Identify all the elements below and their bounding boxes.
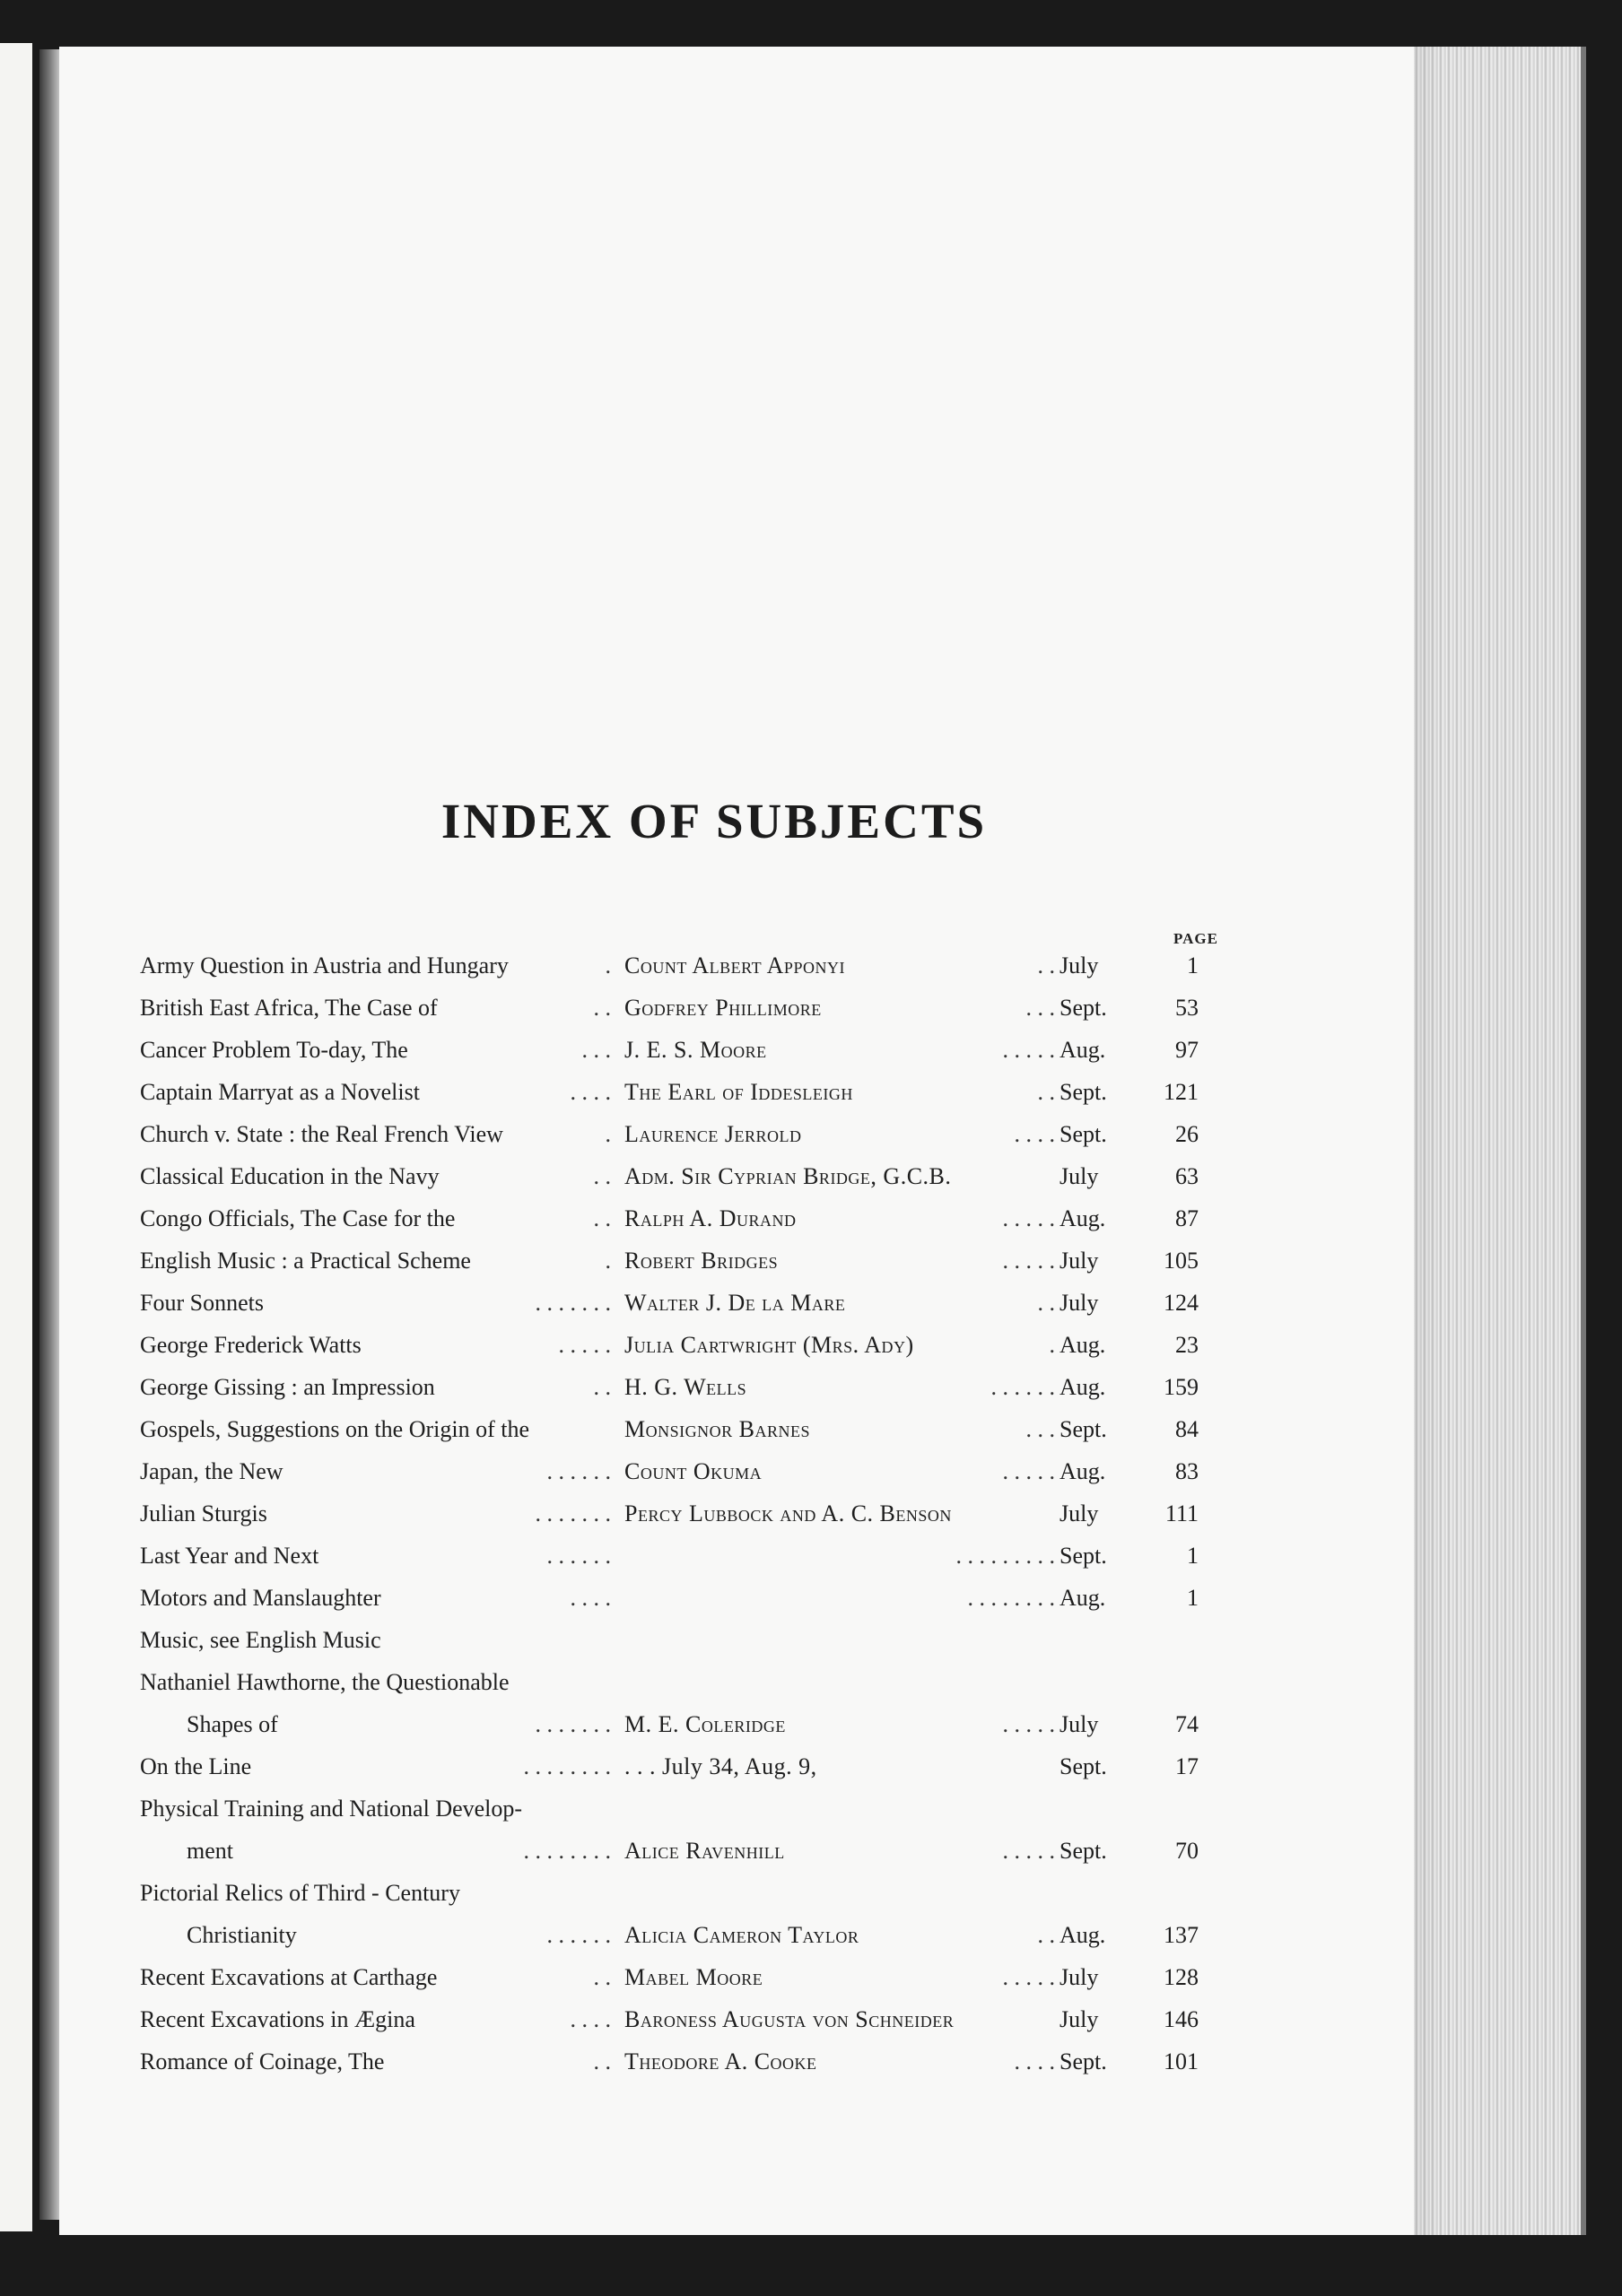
page-title: INDEX OF SUBJECTS <box>440 794 988 848</box>
entry-page-number: 70 <box>1175 1838 1199 1864</box>
entry-month: Sept. <box>1060 1543 1107 1569</box>
entry-author: Julia Cartwright (Mrs. Ady) <box>624 1332 914 1358</box>
entry-month: Aug. <box>1060 1374 1106 1400</box>
entry-page-number: 146 <box>1164 2006 1199 2032</box>
entry-page-number: 63 <box>1175 1163 1199 1189</box>
entry-subject: Japan, the New <box>140 1458 283 1484</box>
entry-month: July <box>1060 1290 1099 1316</box>
entry-month: Sept. <box>1060 995 1107 1021</box>
index-entry <box>59 1585 1324 1624</box>
entry-month: Sept. <box>1060 2048 1107 2074</box>
index-page <box>59 47 1414 2235</box>
author-leader-dots: . . . <box>1025 1416 1055 1442</box>
entry-author: Alice Ravenhill <box>624 1838 785 1864</box>
author-leader-dots: . <box>1049 1332 1055 1358</box>
index-entry <box>59 1037 1324 1076</box>
entry-author: Robert Bridges <box>624 1248 779 1274</box>
entry-month: July <box>1060 1163 1099 1189</box>
subject-leader-dots: . . <box>593 995 611 1021</box>
author-leader-dots: . . . . . . <box>990 1374 1055 1400</box>
entry-subject: Cancer Problem To-day, The <box>140 1037 408 1063</box>
entry-subject: Christianity <box>187 1922 297 1948</box>
entry-page-number: 23 <box>1175 1332 1199 1358</box>
index-entry <box>59 1627 1324 1666</box>
entry-month: Aug. <box>1060 1037 1106 1063</box>
page-column-header: PAGE <box>1173 930 1218 947</box>
index-entry <box>59 1248 1324 1287</box>
entry-page-number: 1 <box>1187 1585 1199 1611</box>
entry-month: Sept. <box>1060 1416 1107 1442</box>
author-leader-dots: . . . <box>1025 995 1055 1021</box>
author-leader-dots: . . <box>1037 1290 1055 1316</box>
subject-leader-dots: . . . . <box>570 1079 611 1105</box>
subject-leader-dots: . . . . . . <box>546 1543 611 1569</box>
entry-month: Sept. <box>1060 1079 1107 1105</box>
author-leader-dots: . . . . . <box>1002 1037 1055 1063</box>
subject-leader-dots: . . . . . . . <box>535 1290 611 1316</box>
index-entry <box>59 1416 1324 1456</box>
entry-subject: Last Year and Next <box>140 1543 319 1569</box>
entry-month: July <box>1060 2006 1099 2032</box>
subject-leader-dots: . . . . . <box>558 1332 611 1358</box>
author-leader-dots: . . <box>1037 1922 1055 1948</box>
author-leader-dots: . . <box>1037 952 1055 978</box>
entry-page-number: 17 <box>1175 1753 1199 1779</box>
index-entry <box>59 995 1324 1034</box>
entry-author: Count Albert Apponyi <box>624 952 845 978</box>
subject-leader-dots: . <box>605 952 611 978</box>
entry-subject: Julian Sturgis <box>140 1500 267 1526</box>
entry-subject: George Frederick Watts <box>140 1332 362 1358</box>
index-entry <box>59 1205 1324 1245</box>
subject-leader-dots: . . <box>593 1964 611 1990</box>
subject-leader-dots: . . . . . . . <box>535 1500 611 1526</box>
entry-page-number: 1 <box>1187 1543 1199 1569</box>
subject-leader-dots: . . . <box>581 1037 611 1063</box>
entry-subject: Shapes of <box>187 1711 278 1737</box>
entry-page-number: 84 <box>1175 1416 1199 1442</box>
subject-leader-dots: . . <box>593 2048 611 2074</box>
entry-month: Sept. <box>1060 1121 1107 1147</box>
author-leader-dots: . . . . . <box>1002 1458 1055 1484</box>
entry-page-number: 87 <box>1175 1205 1199 1231</box>
entry-page-number: 111 <box>1164 1500 1199 1526</box>
entry-page-number: 101 <box>1164 2048 1199 2074</box>
author-leader-dots: . . . . <box>1014 2048 1055 2074</box>
subject-leader-dots: . <box>605 1121 611 1147</box>
entry-page-number: 1 <box>1187 952 1199 978</box>
entry-subject: Recent Excavations at Carthage <box>140 1964 438 1990</box>
entry-month: July <box>1060 1248 1099 1274</box>
entry-author: Godfrey Phillimore <box>624 995 822 1021</box>
entry-month: July <box>1060 1500 1099 1526</box>
entry-subject: Nathaniel Hawthorne, the Questionable <box>140 1669 510 1695</box>
index-entry <box>59 1121 1324 1161</box>
index-entry <box>59 2048 1324 2088</box>
entry-subject: Recent Excavations in Ægina <box>140 2006 415 2032</box>
entry-month: Aug. <box>1060 1332 1106 1358</box>
entry-subject: Romance of Coinage, The <box>140 2048 385 2074</box>
entry-author: M. E. Coleridge <box>624 1711 786 1737</box>
entry-page-number: 53 <box>1175 995 1199 1021</box>
entry-author: J. E. S. Moore <box>624 1037 767 1063</box>
entry-subject: Physical Training and National Develop- <box>140 1796 523 1822</box>
index-entry <box>59 1838 1324 1877</box>
subject-leader-dots: . <box>605 1248 611 1274</box>
index-entry <box>59 1332 1324 1371</box>
entry-page-number: 137 <box>1164 1922 1199 1948</box>
entry-author: Laurence Jerrold <box>624 1121 802 1147</box>
entry-author: Theodore A. Cooke <box>624 2048 817 2074</box>
entry-subject: George Gissing : an Impression <box>140 1374 435 1400</box>
index-entry <box>59 1880 1324 1919</box>
entry-author: Adm. Sir Cyprian Bridge, G.C.B. <box>624 1163 952 1189</box>
entry-author: Baroness Augusta von Schneider <box>624 2006 955 2032</box>
cover-edge <box>1581 47 1586 2235</box>
entry-author: Mabel Moore <box>624 1964 763 1990</box>
previous-page-edge <box>0 43 32 2231</box>
subject-leader-dots: . . . . <box>570 2006 611 2032</box>
index-entry <box>59 1500 1324 1540</box>
author-leader-dots: . . . . <box>1014 1121 1055 1147</box>
entry-author: Percy Lubbock and A. C. Benson <box>624 1500 952 1526</box>
entry-page-number: 128 <box>1164 1964 1199 1990</box>
author-leader-dots: . . . . . <box>1002 1838 1055 1864</box>
subject-leader-dots: . . . . . . <box>546 1922 611 1948</box>
entry-month: July <box>1060 1711 1099 1737</box>
entry-subject: ment <box>187 1838 233 1864</box>
author-leader-dots: . . . . . . . . . <box>955 1543 1055 1569</box>
author-leader-dots: . . . . . . . . <box>967 1585 1055 1611</box>
subject-leader-dots: . . . . <box>570 1585 611 1611</box>
entry-subject: Motors and Manslaughter <box>140 1585 381 1611</box>
entry-subject: Captain Marryat as a Novelist <box>140 1079 420 1105</box>
subject-leader-dots: . . . . . . . <box>535 1711 611 1737</box>
book-gutter <box>39 49 61 2220</box>
entry-author: Walter J. De la Mare <box>624 1290 846 1316</box>
subject-leader-dots: . . <box>593 1374 611 1400</box>
subject-leader-dots: . . . . . . <box>546 1458 611 1484</box>
entry-author: . . . July 34, Aug. 9, <box>624 1753 817 1779</box>
index-entry <box>59 1163 1324 1203</box>
index-entry <box>59 952 1324 992</box>
entry-subject: Pictorial Relics of Third - Century <box>140 1880 460 1906</box>
author-leader-dots: . . . . . <box>1002 1711 1055 1737</box>
entry-page-number: 159 <box>1164 1374 1199 1400</box>
author-leader-dots: . . . . . <box>1002 1248 1055 1274</box>
entry-author: Monsignor Barnes <box>624 1416 810 1442</box>
entry-subject: Gospels, Suggestions on the Origin of the <box>140 1416 530 1442</box>
entry-subject: English Music : a Practical Scheme <box>140 1248 471 1274</box>
entry-month: Aug. <box>1060 1205 1106 1231</box>
index-entry <box>59 1753 1324 1793</box>
author-leader-dots: . . . . . <box>1002 1964 1055 1990</box>
index-entry <box>59 1374 1324 1413</box>
entry-subject: Congo Officials, The Case for the <box>140 1205 456 1231</box>
entry-subject: Music, see English Music <box>140 1627 381 1653</box>
subject-leader-dots: . . . . . . . . <box>523 1753 611 1779</box>
entry-subject: Classical Education in the Navy <box>140 1163 440 1189</box>
entry-subject: Army Question in Austria and Hungary <box>140 952 509 978</box>
index-entry <box>59 1964 1324 2004</box>
entry-month: July <box>1060 952 1099 978</box>
index-entry <box>59 2006 1324 2046</box>
subject-leader-dots: . . <box>593 1205 611 1231</box>
author-leader-dots: . . . . . <box>1002 1205 1055 1231</box>
index-entry <box>59 1711 1324 1751</box>
entry-month: July <box>1060 1964 1099 1990</box>
index-entry <box>59 1669 1324 1709</box>
entry-month: Aug. <box>1060 1922 1106 1948</box>
entry-month: Aug. <box>1060 1458 1106 1484</box>
entry-subject: Four Sonnets <box>140 1290 264 1316</box>
entry-page-number: 74 <box>1175 1711 1199 1737</box>
author-leader-dots: . . <box>1037 1079 1055 1105</box>
entry-page-number: 121 <box>1164 1079 1199 1105</box>
subject-leader-dots: . . . . . . . . <box>523 1838 611 1864</box>
entry-author: Ralph A. Durand <box>624 1205 797 1231</box>
index-entry <box>59 1796 1324 1835</box>
entry-subject: On the Line <box>140 1753 252 1779</box>
entry-page-number: 124 <box>1164 1290 1199 1316</box>
subject-leader-dots: . . <box>593 1163 611 1189</box>
entry-page-number: 83 <box>1175 1458 1199 1484</box>
entry-author: Alicia Cameron Taylor <box>624 1922 859 1948</box>
entry-author: Count Okuma <box>624 1458 763 1484</box>
entry-month: Aug. <box>1060 1585 1106 1611</box>
entry-author: H. G. Wells <box>624 1374 747 1400</box>
index-entry <box>59 1922 1324 1961</box>
index-entry <box>59 1458 1324 1498</box>
entry-month: Sept. <box>1060 1838 1107 1864</box>
index-entry <box>59 1290 1324 1329</box>
entry-subject: British East Africa, The Case of <box>140 995 438 1021</box>
index-entry <box>59 1543 1324 1582</box>
entry-author: The Earl of Iddesleigh <box>624 1079 853 1105</box>
entry-month: Sept. <box>1060 1753 1107 1779</box>
entry-page-number: 105 <box>1164 1248 1199 1274</box>
entry-page-number: 26 <box>1175 1121 1199 1147</box>
entry-subject: Church v. State : the Real French View <box>140 1121 503 1147</box>
index-entry <box>59 1079 1324 1118</box>
entry-page-number: 97 <box>1175 1037 1199 1063</box>
